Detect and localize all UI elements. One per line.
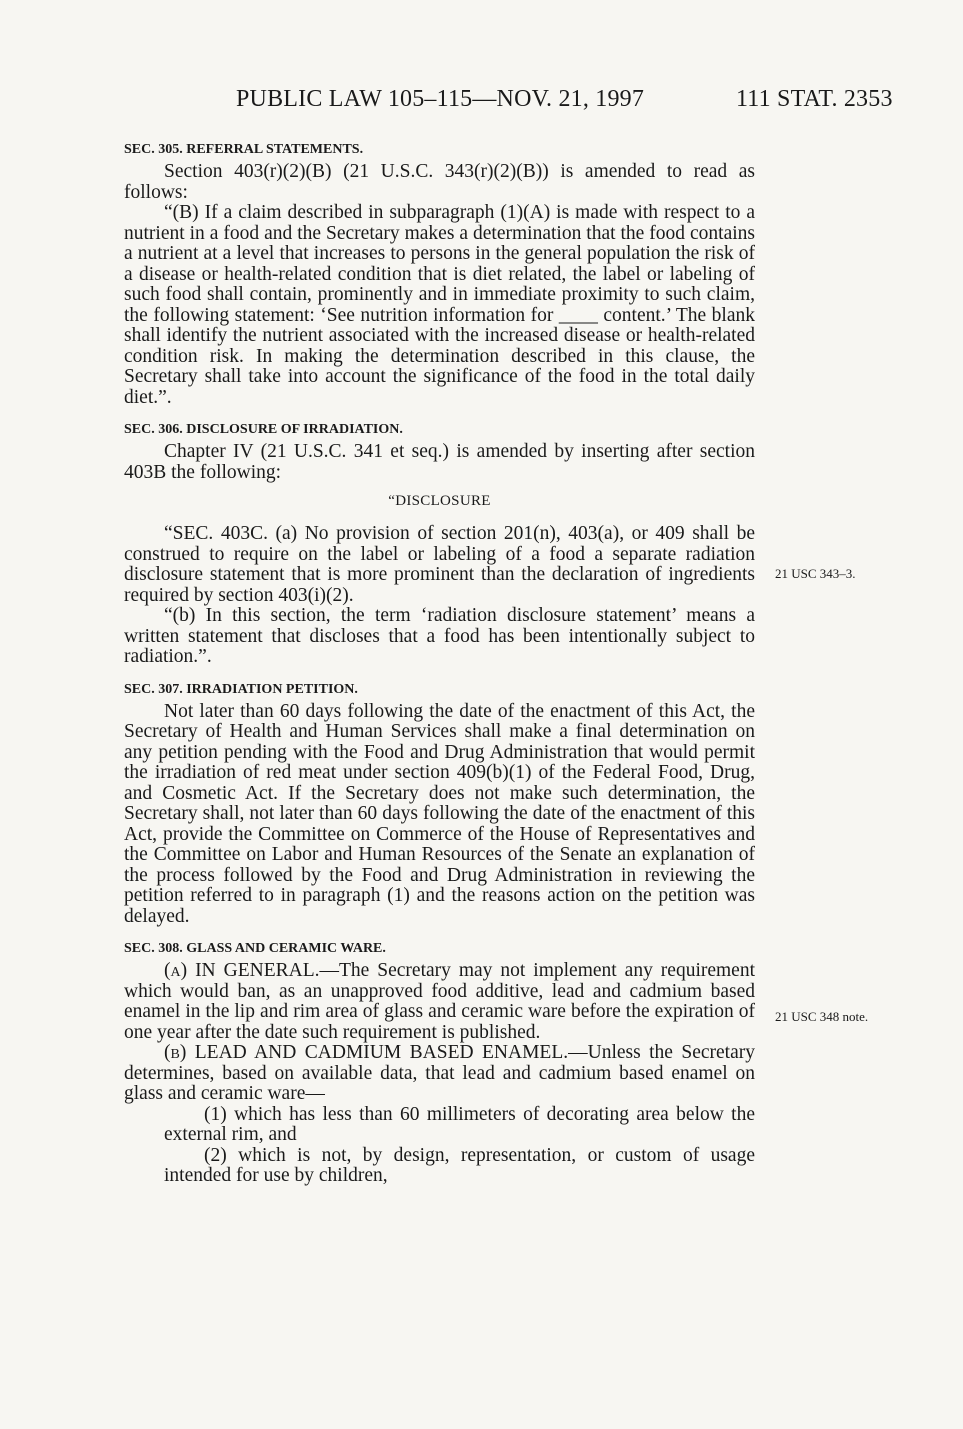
stat-citation: 111 STAT. 2353: [736, 86, 893, 112]
section-307-heading: SEC. 307. IRRADIATION PETITION.: [124, 681, 358, 697]
paragraph-a-label: (a) IN GENERAL.: [164, 960, 320, 981]
section-308-item-1: (1) which has less than 60 millimeters of decorating area below the external rim, and: [164, 1103, 755, 1145]
section-308-item-2: (2) which is not, by design, representation, or custom of usage intended for use by children,: [164, 1144, 755, 1186]
section-306-paragraph-3: “(b) In this section, the term ‘radiation disclosure statement’ means a written statement that discloses that a food has been intentionally subject to radiation.”.: [124, 605, 755, 667]
section-305-paragraph-1: Section 403(r)(2)(B) (21 U.S.C. 343(r)(2)(B)) is amended to read as follows:: [124, 161, 755, 203]
paragraph-a-text: —The Secretary may not implement any requirement which would ban, as an unapproved food additive, lead and cadmium based enamel in the lip and rim area of glass and ceramic ware before the expiration of one year after the date such requirement is published.: [124, 960, 755, 1043]
section-305-heading: SEC. 305. REFERRAL STATEMENTS.: [124, 142, 364, 157]
disclosure-heading: “DISCLOSURE: [388, 493, 491, 509]
section-307-paragraph-1: Not later than 60 days following the date of the enactment of this Act, the Secretary of Health and Human Services shall make a final determination on any petition pending with the Food and Drug Administration that would permit the irradiation of red meat under section 409(b)(1) of the Federal Food, Drug, and Cosmetic Act. If the Secretary does not make such determination, the Secretary shall, not later than 60 days following the date of the enactment of this Act, provide the Committee on Commerce of the House of Representatives and the Committee on Labor and Human Resources of the Senate an explanation of the process followed by the Food and Drug Administration in reviewing the petition referred to in paragraph (1) and the reasons action on the petition was delayed.: [124, 700, 755, 927]
paragraph-b-text: —Unless the Secretary determines, based on available data, that lead and cadmium based enamel on glass and ceramic ware—: [124, 1042, 755, 1104]
margin-note-sec306: 21 USC 343–3.: [775, 566, 856, 581]
paragraph-b-label: (b) LEAD AND CADMIUM BASED ENAMEL.: [164, 1042, 569, 1063]
section-308-paragraph-a: [124, 961, 755, 1043]
running-title: PUBLIC LAW 105–115—NOV. 21, 1997: [236, 86, 645, 112]
section-306-heading: SEC. 306. DISCLOSURE OF IRRADIATION.: [124, 422, 403, 437]
page-body: [124, 138, 755, 1187]
section-306-paragraph-2: “SEC. 403C. (a) No provision of section 201(n), 403(a), or 409 shall be construed to require on the label or labeling of a food a separate radiation disclosure statement that is more prominent than the declaration of ingredients required by section 403(i)(2).: [124, 523, 755, 606]
section-306-paragraph-1: Chapter IV (21 U.S.C. 341 et seq.) is amended by inserting after section 403B the following:: [124, 441, 755, 483]
section-305-paragraph-2: “(B) If a claim described in subparagraph (1)(A) is made with respect to a nutrient in a food and the Secretary makes a determination that the food contains a nutrient at a level that increases to persons in the general population the risk of a disease or health-related condition that is diet related, the label or labeling of such food shall contain, prominently and in immediate proximity to such claim, the following statement: ‘See nutrition information for ____ content.’ The blank shall identify the nutrient associated with the increased disease or health-related condition risk. In making the determination described in this clause, the Secretary shall take into account the significance of the food in the total daily diet.”.: [124, 202, 755, 408]
section-308-heading: SEC. 308. GLASS AND CERAMIC WARE.: [124, 941, 386, 956]
section-308-paragraph-b: [124, 1043, 755, 1105]
margin-note-sec308: 21 USC 348 note.: [775, 1009, 869, 1024]
